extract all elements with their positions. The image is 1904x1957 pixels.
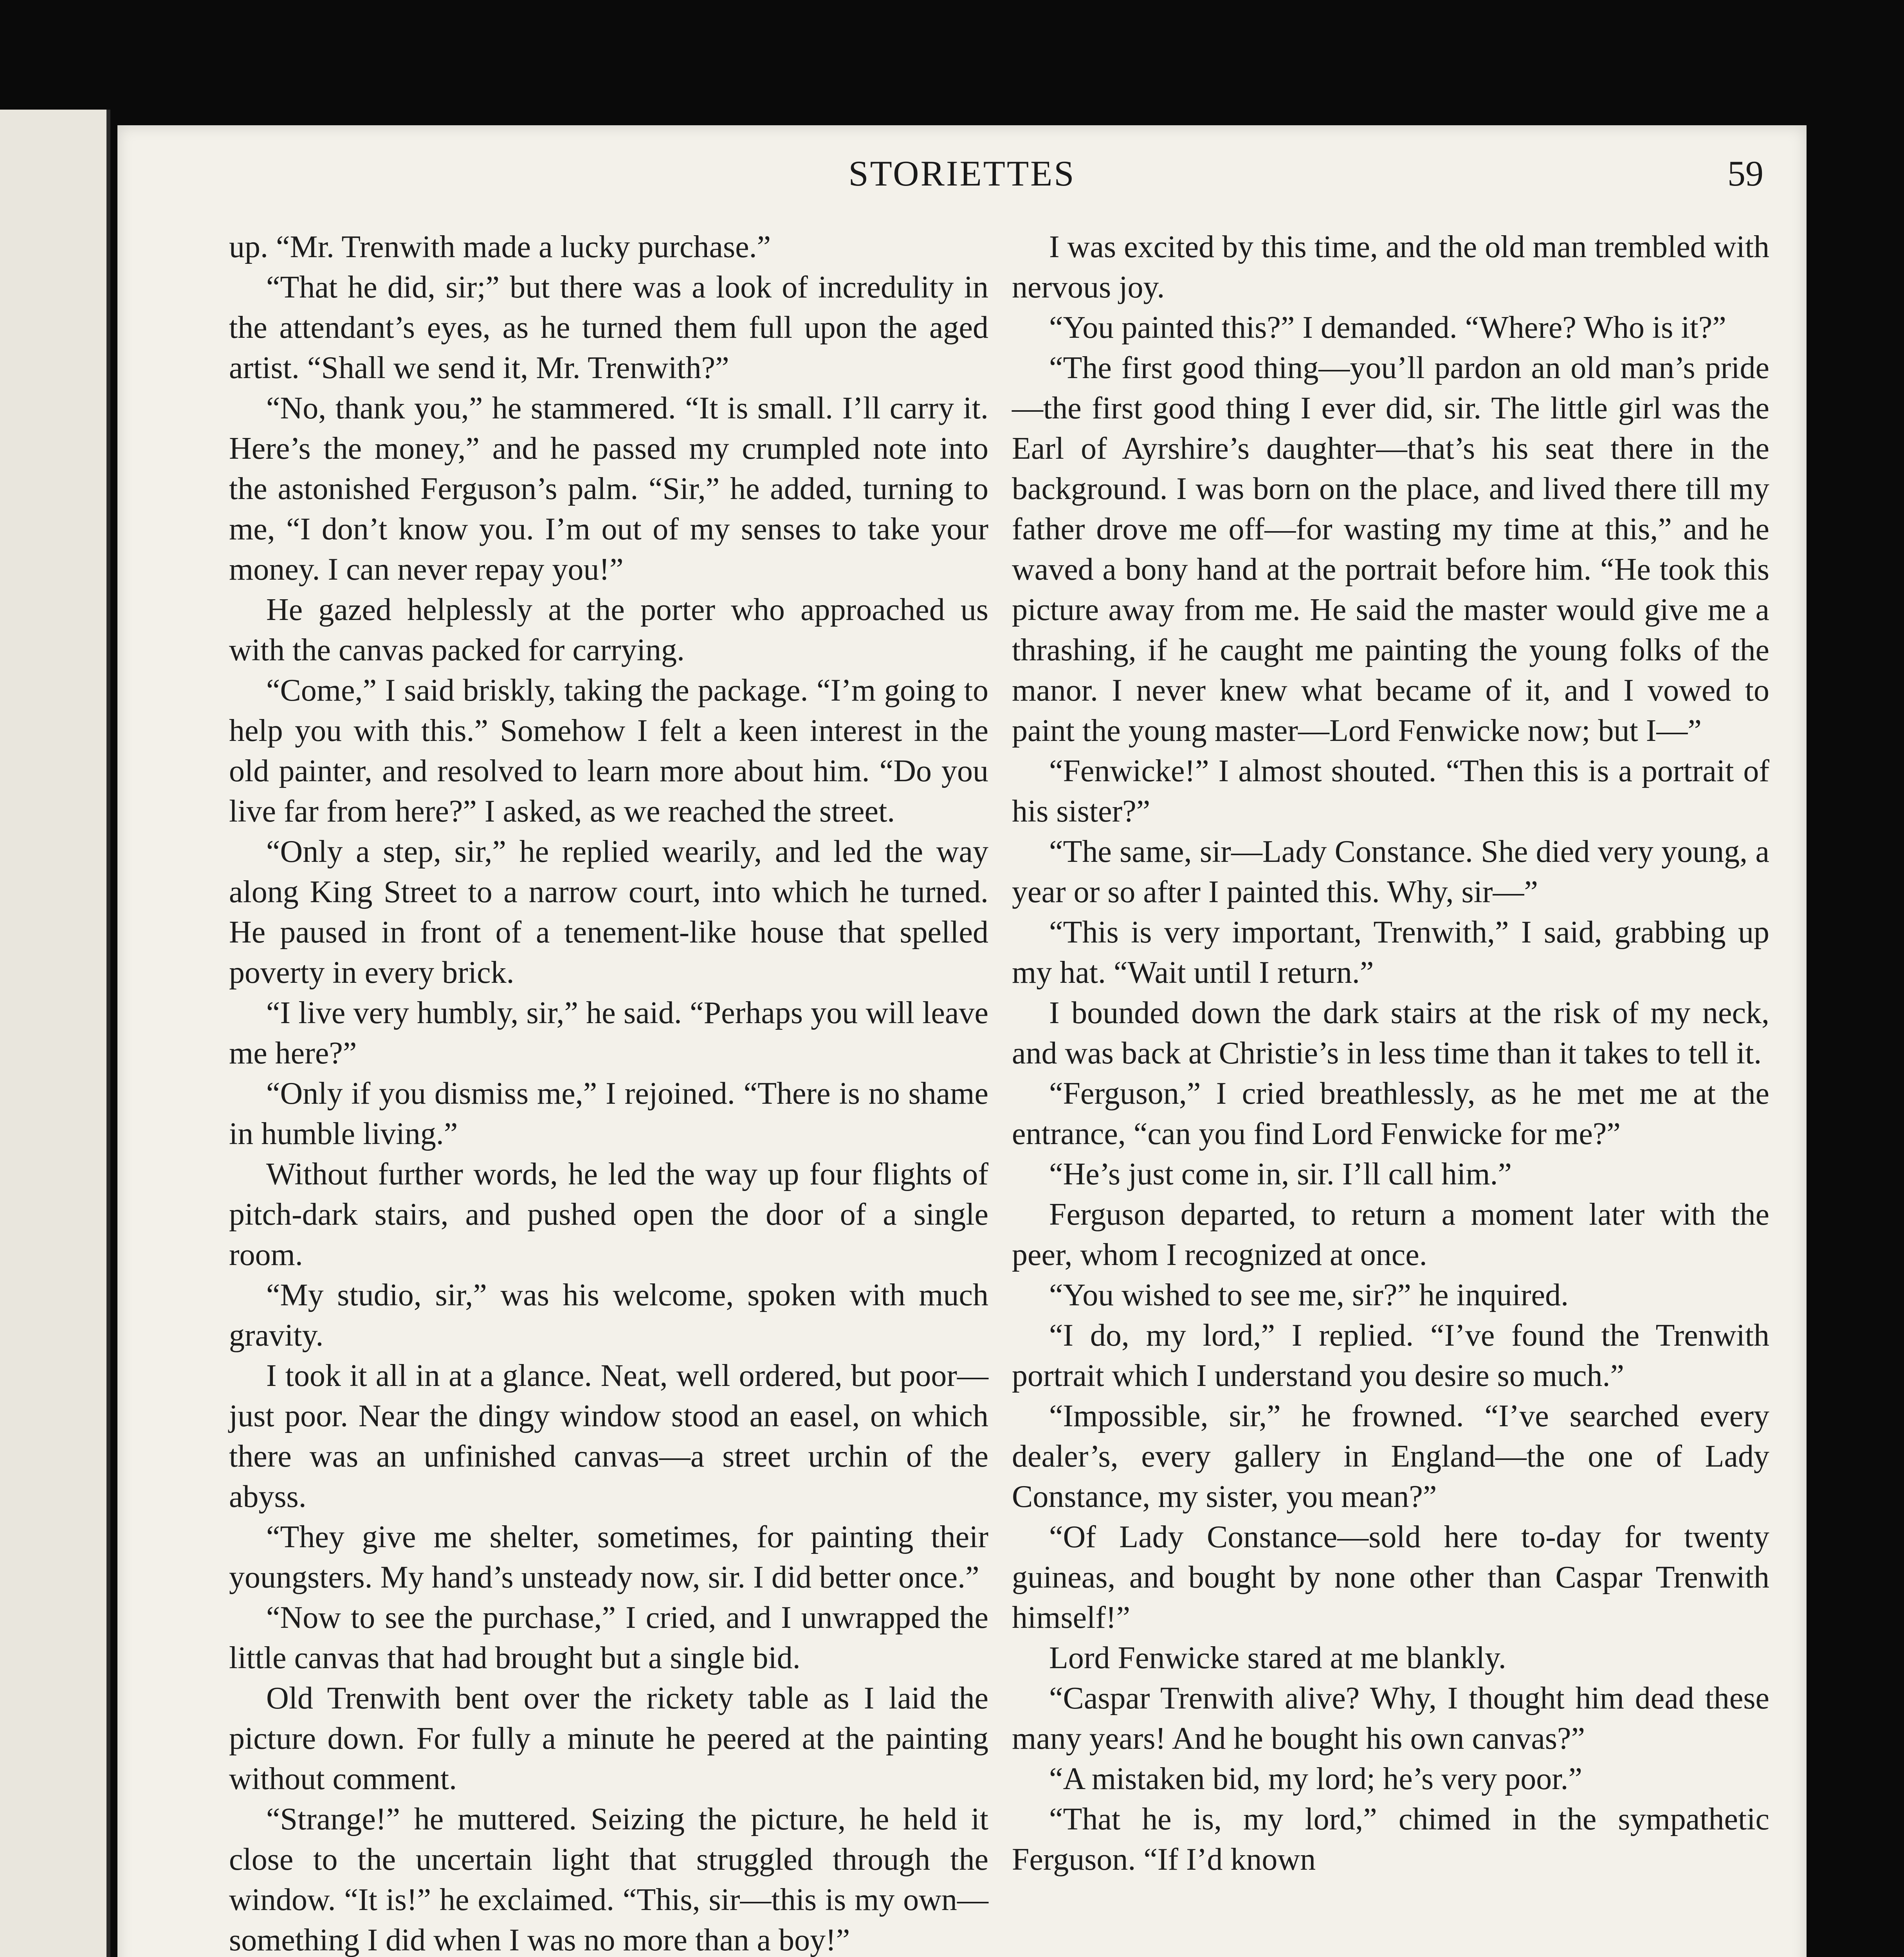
paragraph: Without further words, he led the way up four flights of pitch-dark stairs, and pushed open the door of a single room. (229, 1157, 988, 1272)
paragraph: “A mistaken bid, my lord; he’s very poor.” (1049, 1762, 1582, 1796)
paragraph: Lord Fenwicke stared at me blankly. (1049, 1641, 1506, 1675)
facing-page-edge (0, 110, 110, 1957)
paragraph: “He’s just come in, sir. I’ll call him.” (1049, 1157, 1512, 1191)
paragraph: “You painted this?” I demanded. “Where? Who is it?” (1049, 310, 1726, 345)
paragraph: “Come,” I said briskly, taking the package. “I’m going to help you with this.” Somehow I felt a keen interest in the old painter, and resolved to learn more about him. “Do you live far from here?” I asked, as we reached the street. (229, 673, 988, 829)
paragraph: “This is very important, Trenwith,” I said, grabbing up my hat. “Wait until I return.” (1012, 915, 1769, 990)
paragraph: I was excited by this time, and the old man trembled with nervous joy. (1012, 230, 1769, 305)
paragraph: “Caspar Trenwith alive? Why, I thought him dead these many years! And he bought his own canvas?” (1012, 1681, 1769, 1756)
paragraph: “The same, sir—Lady Constance. She died very young, a year or so after I painted this. Why, sir—” (1012, 834, 1769, 909)
paragraph: I bounded down the dark stairs at the risk of my neck, and was back at Christie’s in less time than it takes to tell it. (1012, 996, 1769, 1070)
paragraph: Old Trenwith bent over the rickety table as I laid the picture down. For fully a minute he peered at the painting without comment. (229, 1681, 988, 1796)
paragraph: “My studio, sir,” was his welcome, spoken with much gravity. (229, 1278, 988, 1353)
paragraph: “Strange!” he muttered. Seizing the picture, he held it close to the uncertain light that struggled through the window. “It is!” he exclaimed. “This, sir—this is my own—something I did when I was no more than a boy!” (229, 1802, 988, 1957)
left-text-column (229, 227, 988, 1957)
paragraph: “Only a step, sir,” he replied wearily, and led the way along King Street to a narrow court, into which he turned. He paused in front of a tenement-like house that spelled poverty in every brick. (229, 834, 988, 990)
paragraph: “Of Lady Constance—sold here to-day for twenty guineas, and bought by none other than Caspar Trenwith himself!” (1012, 1520, 1769, 1635)
right-text-column (1012, 227, 1769, 1880)
paragraph: “Ferguson,” I cried breathlessly, as he met me at the entrance, “can you find Lord Fenwicke for me?” (1012, 1076, 1769, 1151)
paragraph: Ferguson departed, to return a moment later with the peer, whom I recognized at once. (1012, 1197, 1769, 1272)
paragraph: “Impossible, sir,” he frowned. “I’ve searched every dealer’s, every gallery in England—the one of Lady Constance, my sister, you mean?” (1012, 1399, 1769, 1514)
paragraph: “They give me shelter, sometimes, for painting their youngsters. My hand’s unsteady now, sir. I did better once.” (229, 1520, 988, 1595)
paragraph: “That he is, my lord,” chimed in the sympathetic Ferguson. “If I’d known (1012, 1802, 1769, 1877)
paragraph: “That he did, sir;” but there was a look of incredulity in the attendant’s eyes, as he turned them full upon the aged artist. “Shall we send it, Mr. Trenwith?” (229, 270, 988, 385)
paragraph: “The first good thing—you’ll pardon an old man’s pride—the first good thing I ever did, sir. The little girl was the Earl of Ayrshire’s daughter—that’s his seat there in the background. I was born on the place, and lived there till my father drove me off—for wasting my time at this,” and he waved a bony hand at the portrait before him. “He took this picture away from me. He said the master would give me a thrashing, if he caught me painting the young folks of the manor. I never knew what became of it, and I vowed to paint the young master—Lord Fenwicke now; but I—” (1012, 351, 1769, 748)
paragraph: “I live very humbly, sir,” he said. “Perhaps you will leave me here?” (229, 996, 988, 1070)
page-number: 59 (1727, 153, 1763, 193)
paragraph: “You wished to see me, sir?” he inquired. (1049, 1278, 1569, 1312)
paragraph: He gazed helplessly at the porter who approached us with the canvas packed for carrying. (229, 593, 988, 667)
paragraph: “Only if you dismiss me,” I rejoined. “There is no shame in humble living.” (229, 1076, 988, 1151)
running-title: STORIETTES (848, 153, 1076, 193)
paragraph: “Fenwicke!” I almost shouted. “Then this is a portrait of his sister?” (1012, 754, 1769, 829)
paragraph: I took it all in at a glance. Neat, well ordered, but poor—just poor. Near the dingy window stood an easel, on which there was an unfinished canvas—a street urchin of the abyss. (229, 1359, 988, 1514)
paragraph: “Now to see the purchase,” I cried, and I unwrapped the little canvas that had brought but a single bid. (229, 1600, 988, 1675)
paragraph: up. “Mr. Trenwith made a lucky purchase.” (229, 230, 771, 264)
paragraph: “No, thank you,” he stammered. “It is small. I’ll carry it. Here’s the money,” and he passed my crumpled note into the astonished Ferguson’s palm. “Sir,” he added, turning to me, “I don’t know you. I’m out of my senses to take your money. I can never repay you!” (229, 391, 988, 587)
paragraph: “I do, my lord,” I replied. “I’ve found the Trenwith portrait which I understand you desire so much.” (1012, 1318, 1769, 1393)
book-page (117, 125, 1807, 1957)
page-header (117, 153, 1807, 211)
